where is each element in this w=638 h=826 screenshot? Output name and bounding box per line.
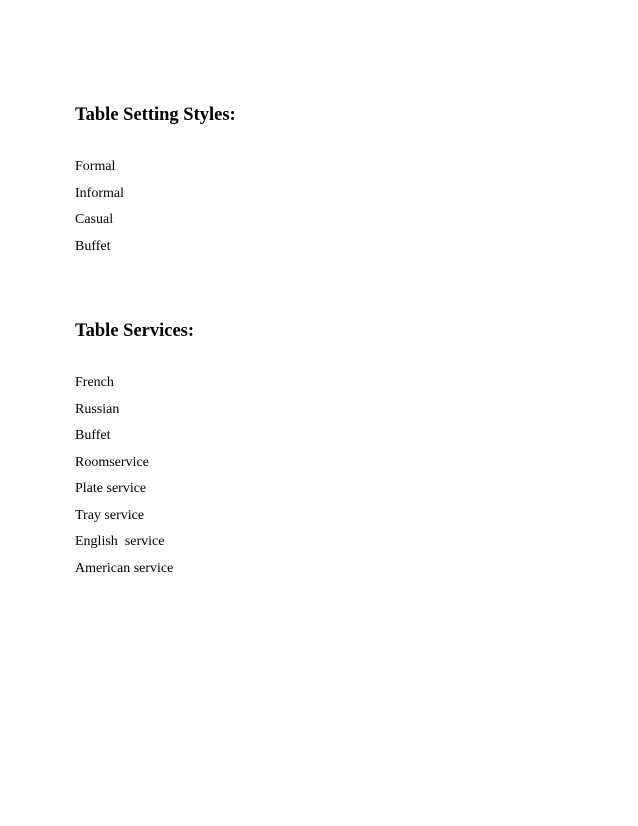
list-item: Plate service bbox=[75, 481, 147, 496]
list-item: Russian bbox=[75, 401, 120, 417]
list-item: American service bbox=[75, 560, 174, 576]
list-item: Buffet bbox=[75, 238, 111, 254]
list-item: English service bbox=[75, 534, 165, 549]
list-item: Roomservice bbox=[75, 454, 149, 470]
list-item: French bbox=[75, 375, 114, 390]
list-item: Tray service bbox=[75, 507, 145, 523]
list-item: Casual bbox=[75, 212, 114, 227]
table-setting-styles-section bbox=[75, 102, 236, 260]
list-item: Formal bbox=[75, 159, 116, 174]
list-item: Buffet bbox=[75, 428, 111, 443]
table-setting-styles-list bbox=[75, 154, 236, 260]
list-item: Informal bbox=[75, 185, 124, 201]
table-services-list bbox=[75, 370, 194, 582]
table-services-section bbox=[75, 318, 194, 582]
section-heading: Table Services: bbox=[75, 321, 195, 341]
section-heading: Table Setting Styles: bbox=[75, 105, 236, 125]
